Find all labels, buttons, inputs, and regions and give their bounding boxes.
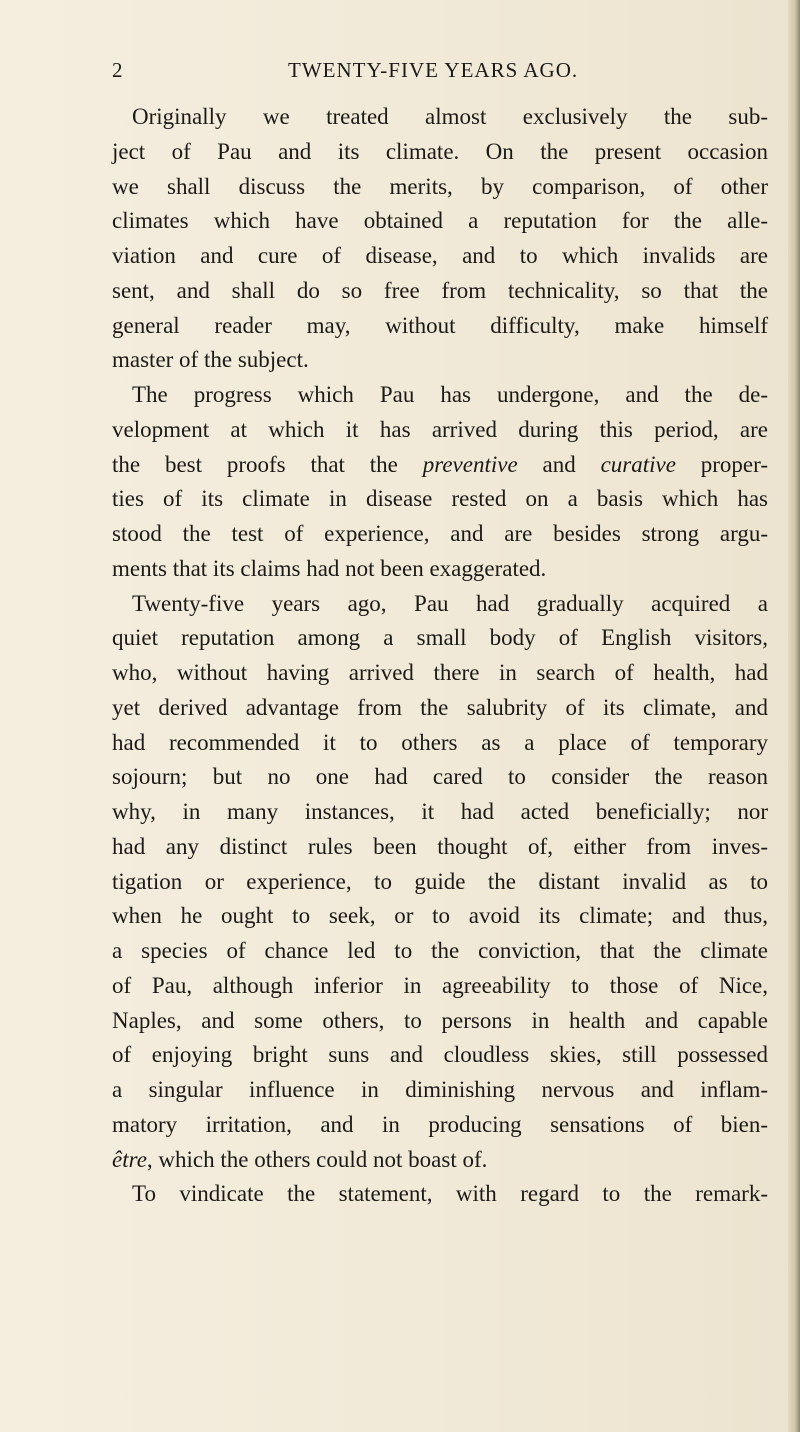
text-line: a singular influence in diminishing nervous and inflam- bbox=[112, 1077, 768, 1102]
page-number: 2 bbox=[112, 58, 124, 82]
text-line: velopment at which it has arrived during this period, are bbox=[112, 416, 768, 442]
text-segment: the best proofs that the bbox=[112, 451, 423, 477]
text-line: who, without having arrived there in search of health, had bbox=[112, 660, 768, 685]
text-line: ties of its climate in disease rested on a basis which has bbox=[112, 486, 768, 512]
text-line: a species of chance led to the conviction, that the climate bbox=[112, 938, 768, 963]
text-line: The progress which Pau has undergone, and the de- bbox=[132, 382, 768, 407]
text-line: Originally we treated almost exclusively the sub- bbox=[132, 104, 768, 129]
text-line: climates which have obtained a reputation for the alle- bbox=[112, 208, 768, 234]
italic-term: être bbox=[112, 1146, 147, 1172]
running-title: TWENTY-FIVE YEARS AGO. bbox=[288, 58, 579, 82]
running-head bbox=[112, 58, 768, 88]
text-line: Naples, and some others, to persons in health and capable bbox=[112, 1007, 768, 1033]
text-line: master of the subject. bbox=[112, 347, 309, 373]
text-line: when he ought to seek, or to avoid its climate; and thus, bbox=[112, 903, 768, 929]
text-line: yet derived advantage from the salubrity of its climate, and bbox=[112, 694, 768, 720]
text-segment: proper- bbox=[675, 451, 768, 477]
text-line: sojourn; but no one had cared to consider the reason bbox=[112, 764, 768, 790]
text-line bbox=[112, 1143, 768, 1178]
italic-term: preventive bbox=[422, 451, 518, 477]
text-line: ments that its claims had not been exaggerated. bbox=[112, 555, 547, 581]
text-line: viation and cure of disease, and to which invalids are bbox=[112, 243, 768, 268]
text-line: we shall discuss the merits, by comparison, of other bbox=[112, 173, 768, 199]
text-line: To vindicate the statement, with regard to the remark- bbox=[132, 1181, 768, 1207]
text-line: had recommended it to others as a place of temporary bbox=[112, 729, 768, 755]
text-line: sent, and shall do so free from technicality, so that the bbox=[112, 277, 768, 303]
text-line: matory irritation, and in producing sensations of bien- bbox=[112, 1111, 768, 1137]
text-line: general reader may, without difficulty, make himself bbox=[112, 312, 768, 338]
text-line: of Pau, although inferior in agreeability to those of Nice, bbox=[112, 972, 768, 998]
text-line: quiet reputation among a small body of English visitors, bbox=[112, 625, 768, 651]
text-line: stood the test of experience, and are besides strong argu- bbox=[112, 521, 768, 546]
text-segment: and bbox=[517, 451, 601, 477]
text-line: why, in many instances, it had acted beneficially; nor bbox=[112, 799, 768, 824]
text-line: of enjoying bright suns and cloudless skies, still possessed bbox=[112, 1042, 768, 1068]
text-line bbox=[112, 448, 768, 483]
text-line: ject of Pau and its climate. On the present occasion bbox=[112, 138, 768, 164]
text-line: Twenty-five years ago, Pau had gradually acquired a bbox=[132, 590, 768, 616]
text-line: had any distinct rules been thought of, either from inves- bbox=[112, 833, 768, 859]
text-line: tigation or experience, to guide the distant invalid as to bbox=[112, 868, 768, 894]
page-edge bbox=[788, 0, 800, 1432]
body-text bbox=[112, 100, 768, 1212]
italic-term: curative bbox=[600, 451, 676, 477]
text-segment: , which the others could not boast of. bbox=[146, 1146, 488, 1172]
